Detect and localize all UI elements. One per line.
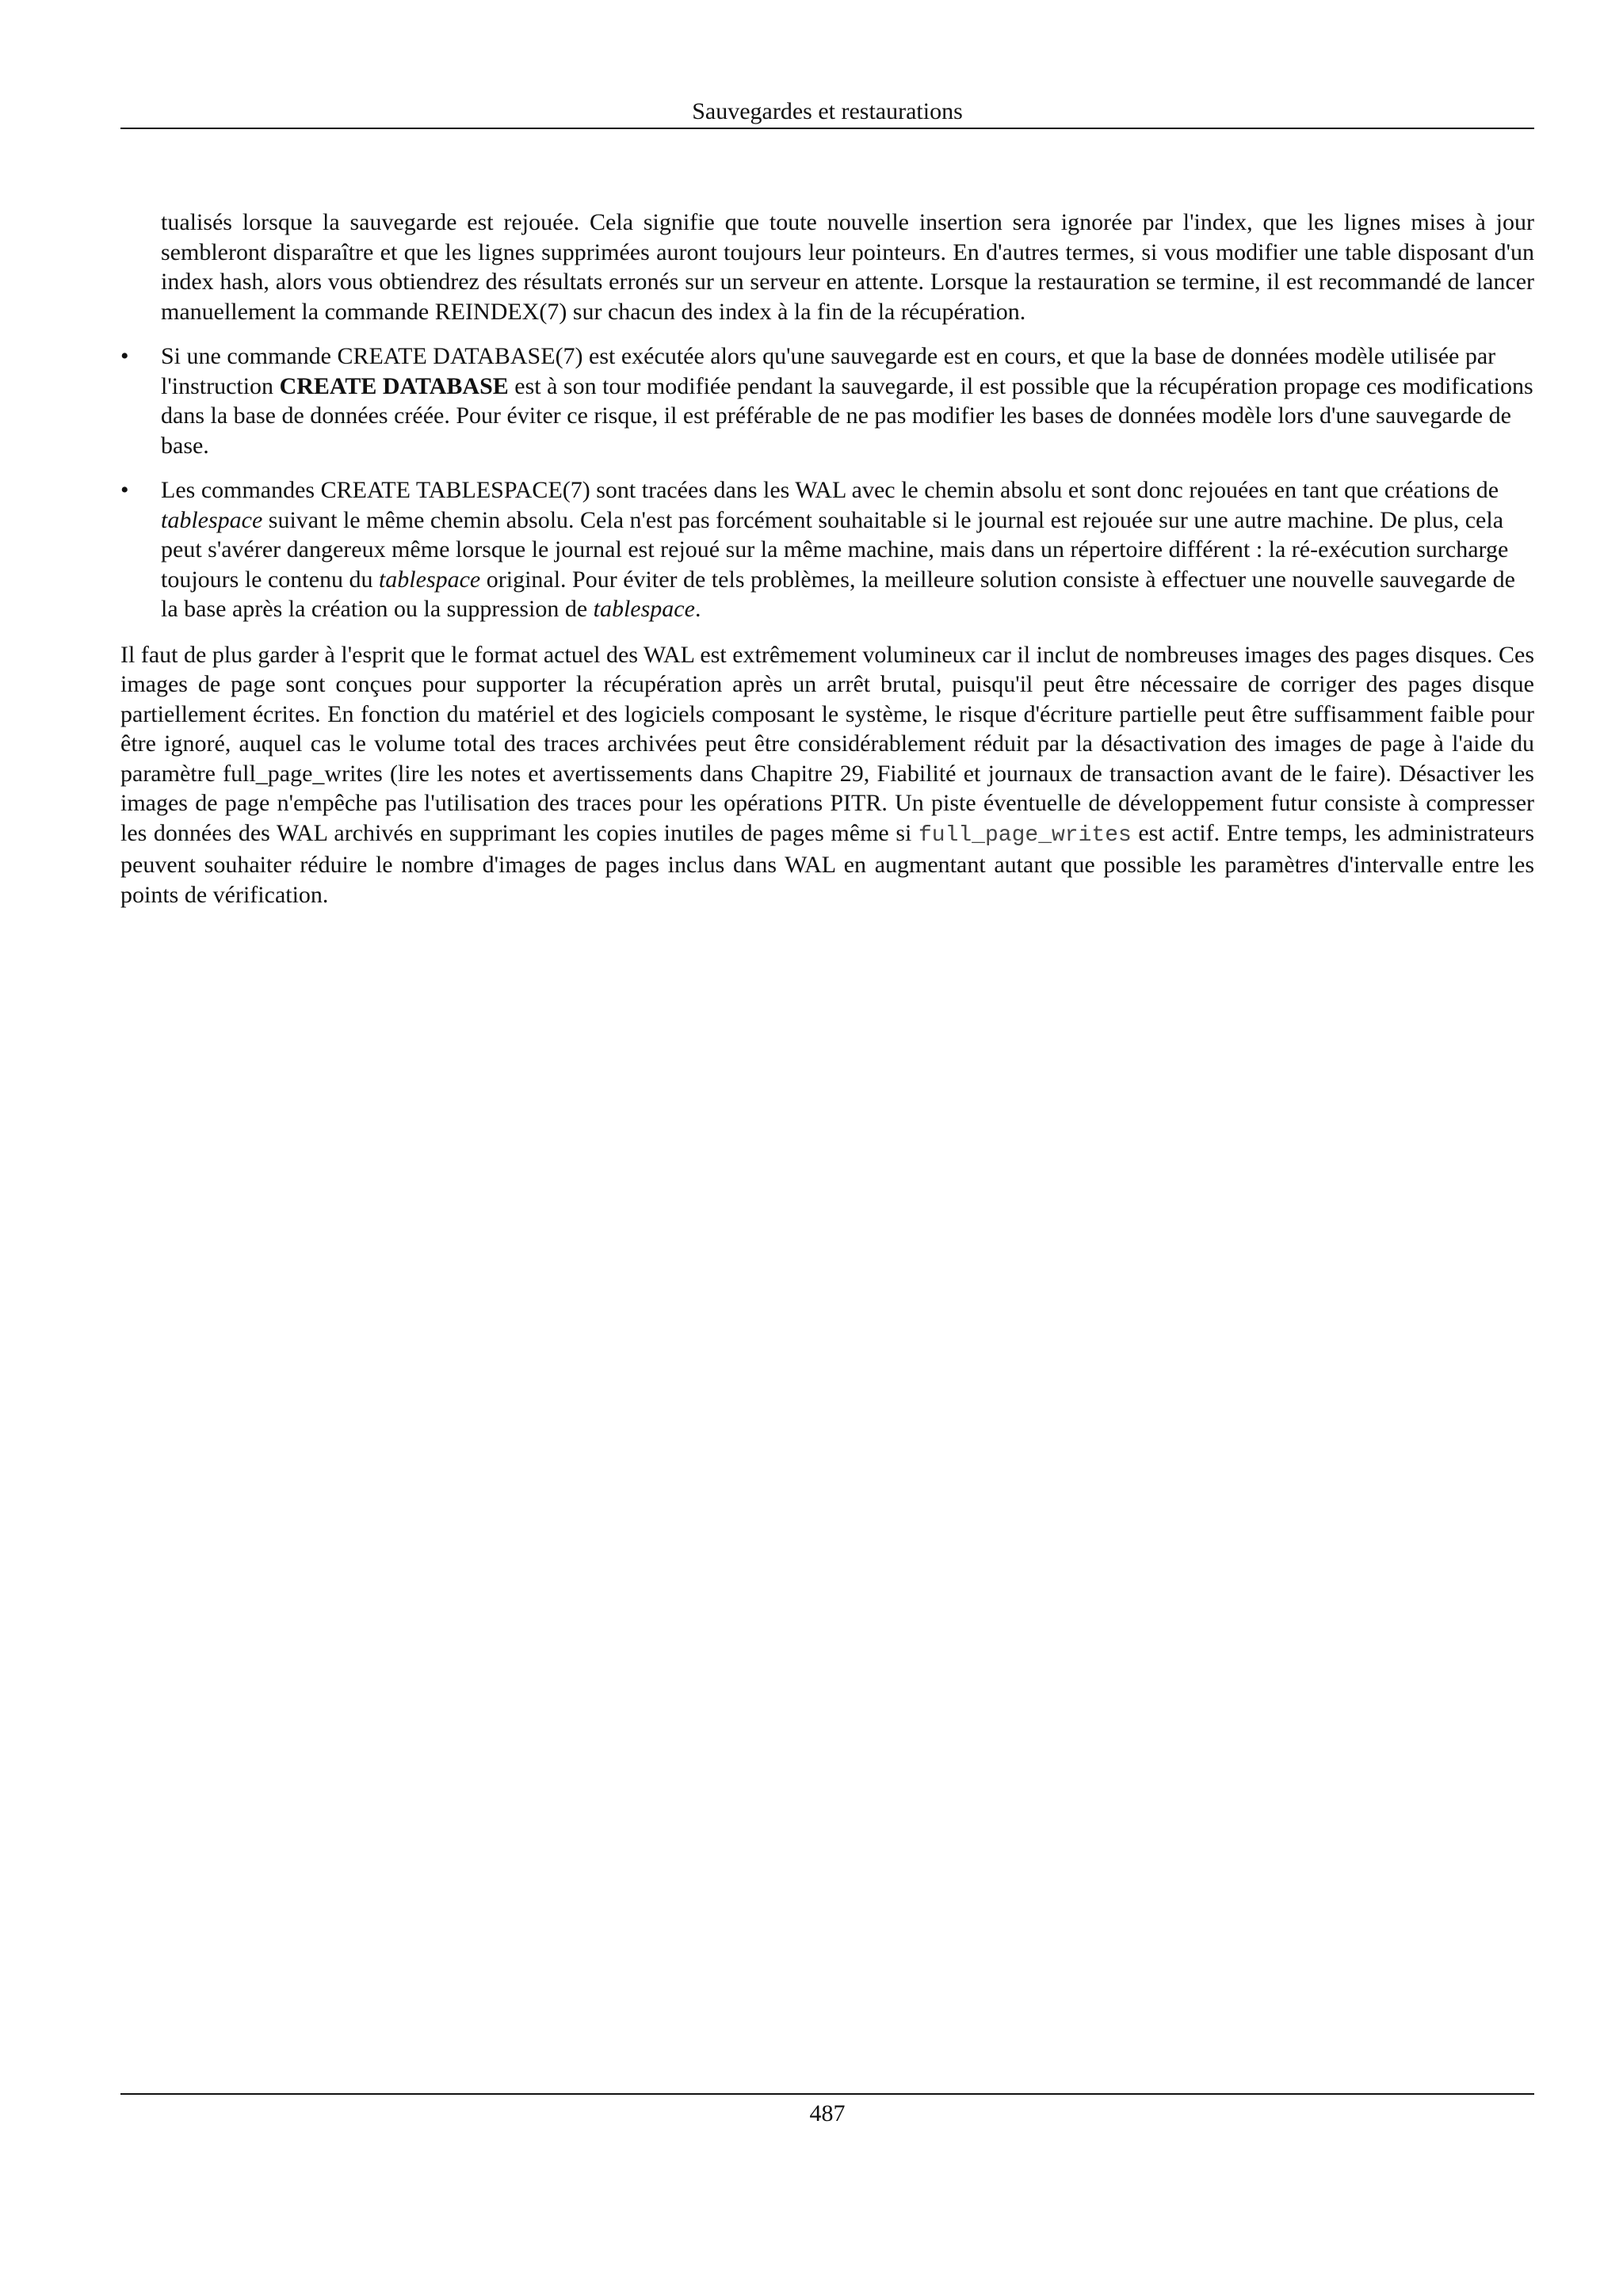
bullet-text-part: Les commandes CREATE TABLESPACE(7) sont tracées dans les WAL avec le chemin absolu et sont donc rejouées en tant que créations de: [161, 477, 1499, 503]
paragraph-text-part: Il faut de plus garder à l'esprit que le format actuel des WAL est extrêmement volumineux car il inclut de nombreuses images des pages disques. Ces images de page sont conçues pour supporter la récupération après un arrêt brutal, puisqu'il peut être nécessaire de corriger des pages disque partiellement écrites. En fonction du matériel et des logiciels composant le système, le risque d'écriture partielle peut être suffisamment faible pour être ignoré, auquel cas le volume total des traces archivées peut être considérablement réduit par la désactivation des images de page à l'aide du paramètre full_page_writes (lire les notes et avertissements dans Chapitre 29, Fiabilité et journaux de transaction avant de le faire). Désactiver les images de page n'empêche pas l'utilisation des traces pour les opérations PITR. Un piste éventuelle de développement futur consiste à compresser les données des WAL archivés en supprimant les copies inutiles de pages même si: [120, 641, 1534, 846]
bullet-marker: •: [120, 343, 129, 369]
bullet-item-create-tablespace: [120, 475, 1534, 624]
running-header: Sauvegardes et restaurations: [692, 98, 963, 124]
bullet-text-part: est à son tour modifiée pendant la sauvegarde, il est possible que la récupération propage ces modifications dans la base de données créée. Pour éviter ce risque, il est préférable de ne pas modifier les bases de données modèle lors d'une sauvegarde de base.: [161, 372, 1533, 459]
page-body: [120, 208, 1534, 910]
bullet-text-part: original. Pour éviter de tels problèmes, la meilleure solution consiste à effectuer une nouvelle sauvegarde de la base après la création ou la suppression de: [161, 566, 1515, 622]
bullet-text-part: suivant le même chemin absolu. Cela n'est pas forcément souhaitable si le journal est rejouée sur une autre machine. De plus, cela peut s'avérer dangereux même lorsque le journal est rejoué sur la même machine, mais dans un répertoire différent : la ré-exécution surcharge toujours le contenu du: [161, 506, 1509, 593]
bullet-text: [161, 475, 1534, 624]
page-number: 487: [809, 2100, 846, 2126]
continuation-paragraph: tualisés lorsque la sauvegarde est rejouée. Cela signifie que toute nouvelle insertion sera ignorée par l'index, que les lignes mises à jour sembleront disparaître et que les lignes supprimées auront toujours leur pointeurs. En d'autres termes, si vous modifier une table disposant d'un index hash, alors vous obtiendrez des résultats erronés sur un serveur en attente. Lorsque la restauration se termine, il est recommandé de lancer manuellement la commande REINDEX(7) sur chacun des index à la fin de la récupération.: [161, 209, 1534, 325]
header-rule: [120, 128, 1534, 129]
bullet-text-part: .: [694, 596, 701, 622]
paragraph-text-part: est actif. Entre temps, les administrateurs peuvent souhaiter réduire le nombre d'images de pages inclus dans WAL en augmentant autant que possible les paramètres d'intervalle entre les points de vérification.: [120, 819, 1534, 908]
bullet-text-part: Si une commande CREATE DATABASE(7) est exécutée alors qu'une sauvegarde est en cours, et que la base de données modèle utilisée par l'instruction: [161, 343, 1496, 399]
italic-term: tablespace: [378, 566, 481, 593]
bullet-list: [120, 341, 1534, 624]
inline-code: full_page_writes: [918, 822, 1132, 848]
italic-term: tablespace: [161, 506, 263, 533]
closing-paragraph: [120, 640, 1534, 910]
footer-rule: [120, 2093, 1534, 2095]
italic-term: tablespace: [593, 596, 695, 622]
bullet-item-create-database: [120, 341, 1534, 460]
bullet-marker: •: [120, 477, 129, 503]
bold-command: CREATE DATABASE: [279, 372, 509, 399]
bullet-text: [161, 341, 1534, 460]
